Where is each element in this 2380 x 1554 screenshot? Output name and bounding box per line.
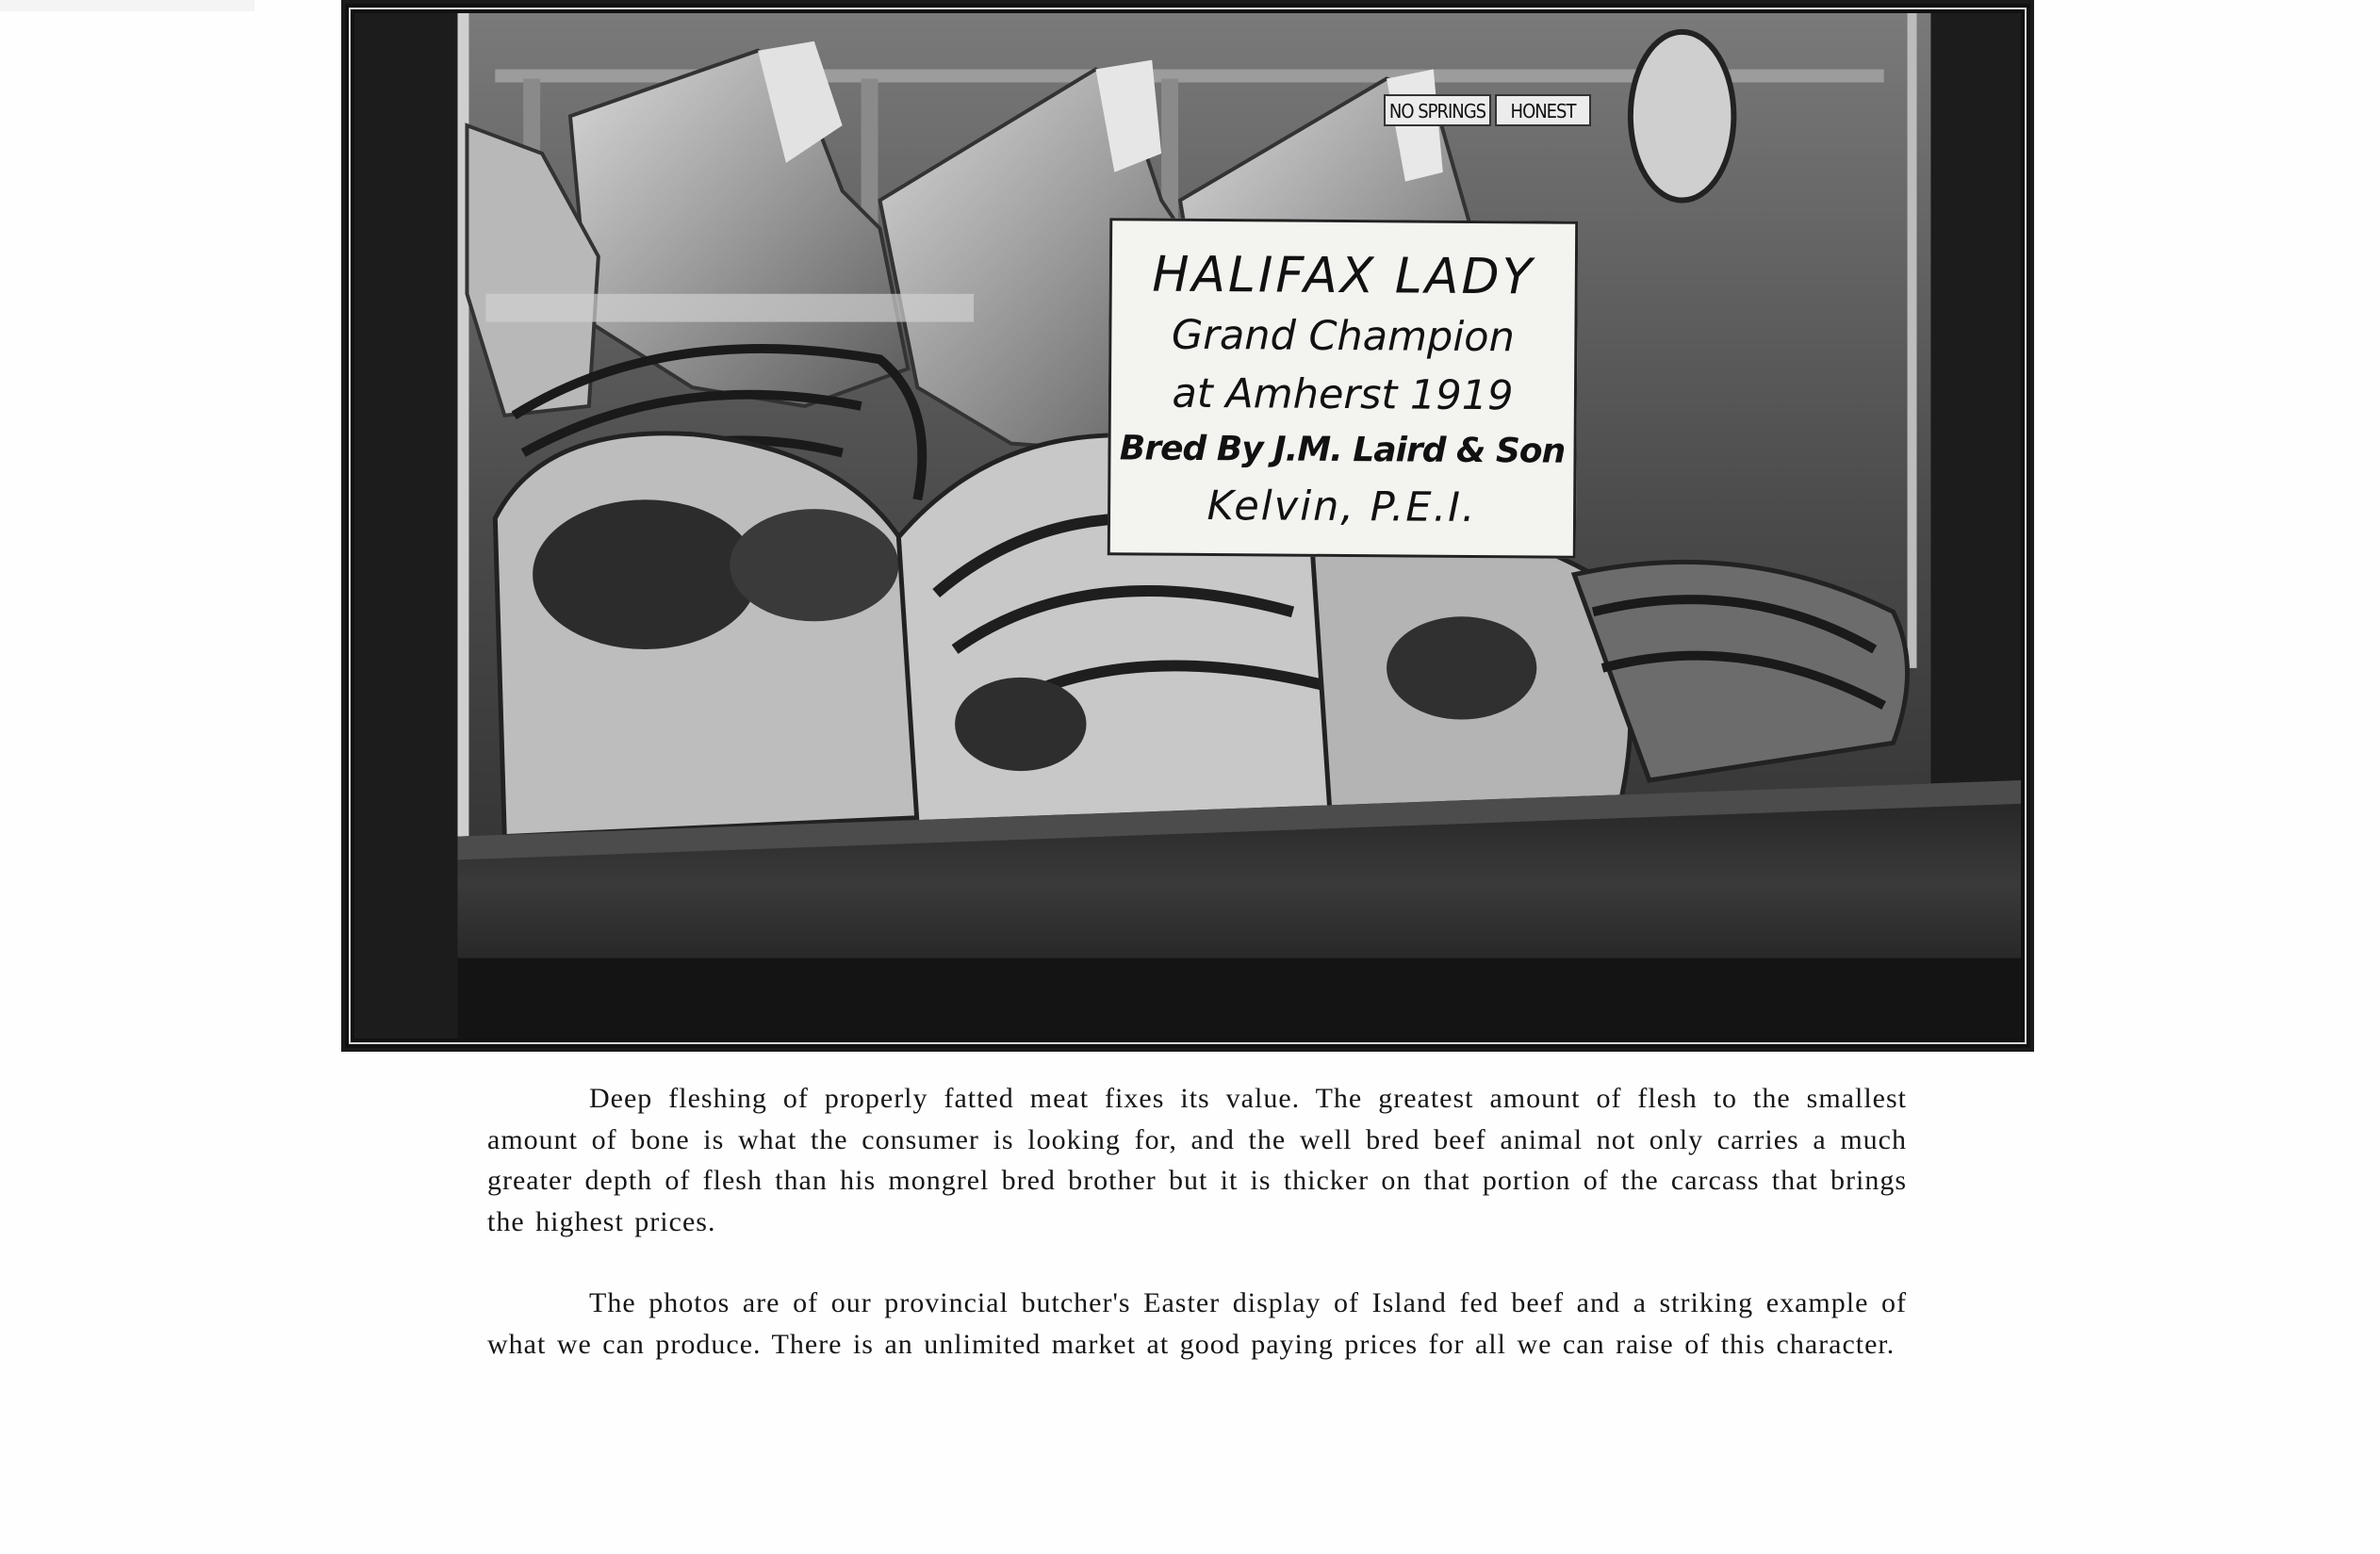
paragraph: Deep fleshing of properly fatted meat fixes its value. The greatest amount of flesh to the smallest amount of bone is what the consumer is looking for, and the well bred beef animal not only carries a much greater depth of flesh than his mongrel bred brother but it is thicker on that portion of the carcass that brings the highest prices.: [487, 1083, 1907, 1237]
article-text: [487, 1078, 1907, 1405]
card-line-name: HALIFAX LADY: [1152, 246, 1535, 306]
champion-show-card: [1108, 218, 1578, 558]
scan-edge-mark: [0, 0, 254, 11]
card-line-location: at Amherst 1919: [1172, 369, 1514, 420]
paragraph: The photos are of our provincial butcher's Easter display of Island fed beef and a striking example of what we can produce. There is an unlimited market at good paying prices for all we can raise of this character.: [487, 1287, 1907, 1360]
card-line-breeder: Bred By J.M. Laird & Son: [1119, 429, 1566, 471]
card-line-title: Grand Champion: [1171, 311, 1515, 362]
shop-sign-no-springs: NO SPRINGS: [1384, 94, 1491, 126]
card-line-place: Kelvin, P.E.I.: [1206, 482, 1477, 532]
shop-sign-honest: HONEST: [1495, 94, 1591, 126]
